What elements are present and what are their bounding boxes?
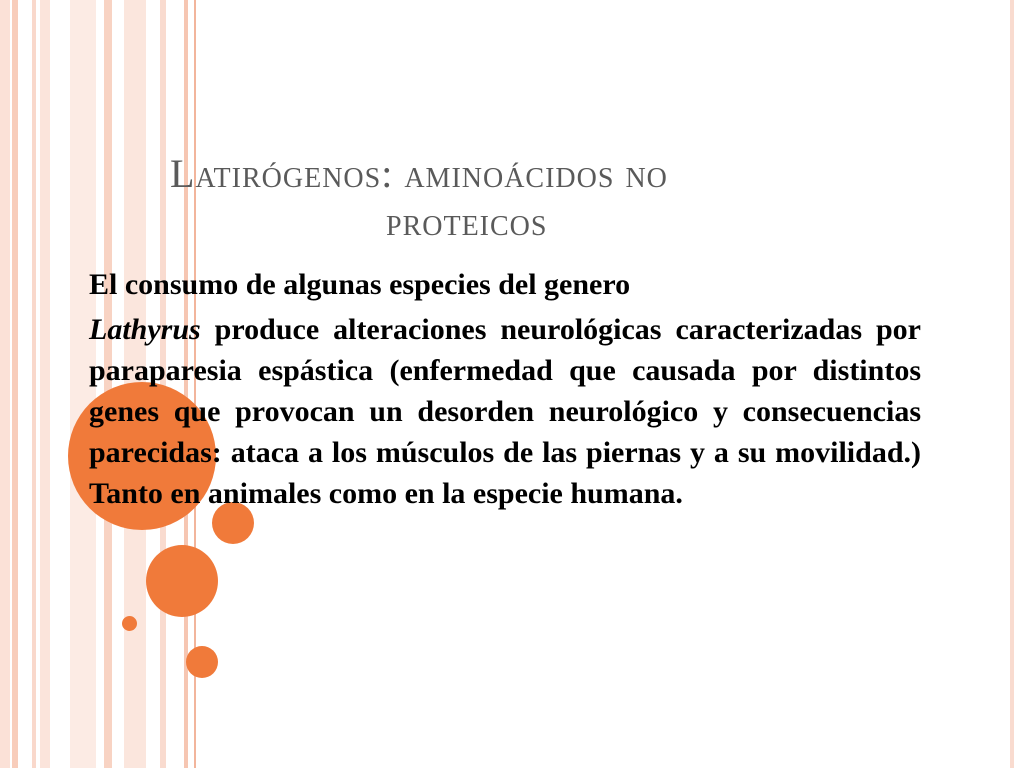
slide-title-line1: Latirógenos: aminoácidos no bbox=[170, 151, 668, 196]
decorative-circle-small bbox=[186, 646, 218, 678]
slide-title-line2: proteicos bbox=[386, 199, 548, 244]
body-paragraph bbox=[89, 309, 921, 514]
decorative-stripe bbox=[32, 0, 36, 768]
decorative-stripe bbox=[1010, 0, 1014, 768]
genus-name: Lathyrus bbox=[89, 313, 201, 346]
intro-line: El consumo de algunas especies del genero bbox=[89, 268, 631, 301]
decorative-stripe bbox=[0, 0, 10, 768]
paragraph-text: produce alteraciones neurológicas caracterizadas por paraparesia espástica (enfermedad que causada por distintos genes que provocan un desorden neurológico y consecuencias parecidas: ataca a los músculos de las piernas y a su movilidad.) Tanto en animales como en la especie humana. bbox=[89, 313, 921, 510]
slide-title bbox=[150, 150, 870, 246]
decorative-circle-medium bbox=[146, 545, 218, 617]
decorative-stripe bbox=[12, 0, 18, 768]
slide-body bbox=[89, 264, 921, 514]
decorative-stripe bbox=[40, 0, 50, 768]
decorative-circle-tiny bbox=[122, 616, 137, 631]
